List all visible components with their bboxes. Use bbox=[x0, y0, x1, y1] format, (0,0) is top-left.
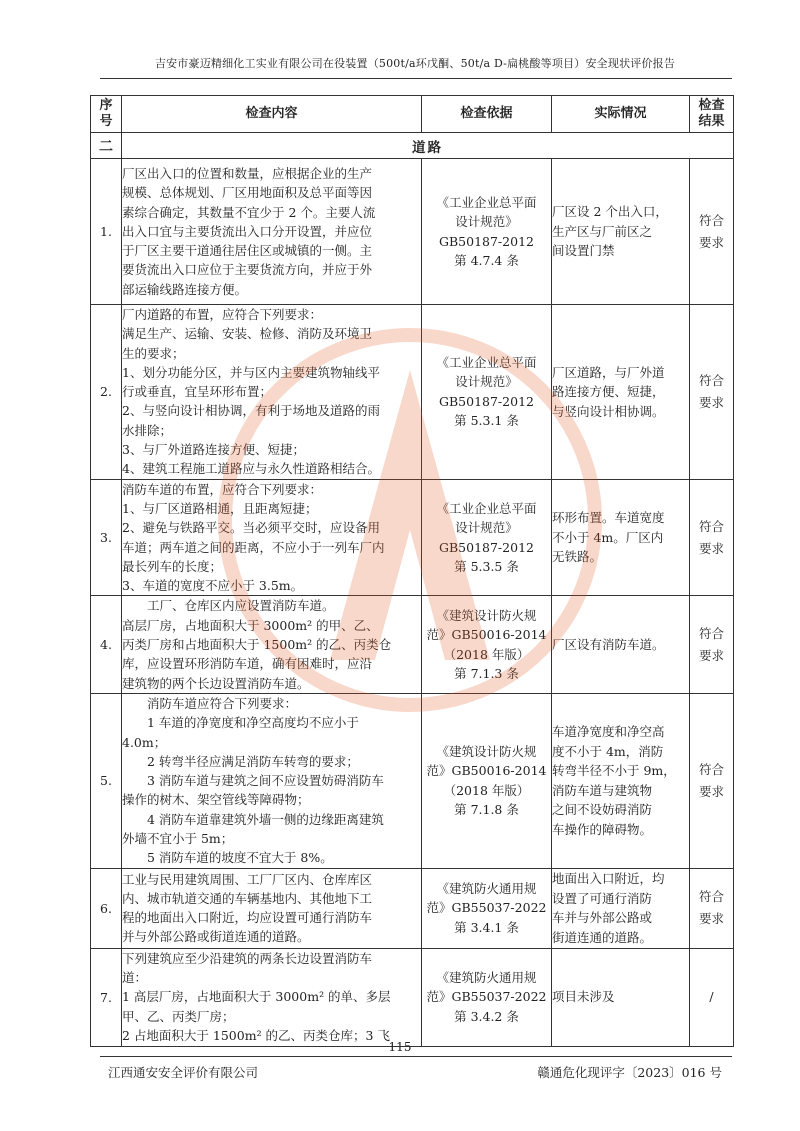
row-actual-line: 厂区设 2 个出入口， bbox=[552, 204, 668, 220]
row-number: 5. bbox=[91, 693, 122, 868]
row-actual-line: 设置了可通行消防 bbox=[552, 890, 653, 906]
row-content-line: 3、车道的宽度不应小于 3.5m。 bbox=[122, 578, 304, 594]
row-result-line: 符合 bbox=[698, 761, 724, 777]
table-row bbox=[91, 479, 734, 596]
row-basis-line: GB50187-2012 bbox=[439, 539, 534, 555]
row-content-line: 工厂、仓库区内应设置消防车道。 bbox=[122, 598, 335, 614]
row-basis bbox=[422, 479, 552, 596]
table-header-row bbox=[91, 96, 734, 133]
row-content-line: 内、城市轨道交通的车辆基地内、其他地下工 bbox=[122, 890, 373, 906]
header-basis: 检查依据 bbox=[422, 96, 552, 133]
row-content-line: 车道；两车道之间的距离，不应小于一列车厂内 bbox=[122, 539, 385, 555]
row-content bbox=[122, 596, 422, 693]
row-basis-line: 第 3.4.1 条 bbox=[454, 919, 519, 935]
row-content bbox=[122, 868, 422, 948]
row-content-line: 程的地面出入口附近，均应设置可通行消防车 bbox=[122, 910, 373, 926]
table-row bbox=[91, 693, 734, 868]
row-content-line: 操作的树木、架空管线等障碍物； bbox=[122, 792, 310, 808]
row-content-line: 厂内道路的布置，应符合下列要求： bbox=[122, 307, 323, 322]
row-content-line: 消防车道应符合下列要求： bbox=[122, 695, 298, 711]
row-content-line: 最长列车的长度； bbox=[122, 558, 223, 574]
row-content-line: 甲、乙、丙类厂房； bbox=[122, 1008, 235, 1024]
row-result-line: 符合 bbox=[698, 889, 724, 905]
row-basis-line: 设计规范》 bbox=[455, 374, 518, 390]
row-content-line: 1 高层厂房，占地面积大于 3000m² 的单、多层 bbox=[122, 989, 391, 1005]
row-actual-line: 车操作的障碍物。 bbox=[552, 821, 653, 837]
row-actual-line: 消防车道与建筑物 bbox=[552, 782, 653, 798]
row-content-line: 消防车道的布置，应符合下列要求： bbox=[122, 481, 323, 497]
row-result bbox=[690, 596, 734, 693]
row-actual-line: 项目未涉及 bbox=[552, 989, 615, 1005]
row-result-line: 要求 bbox=[698, 234, 724, 250]
row-content-line: 1 车道的净宽度和净空高度均不应小于 bbox=[122, 715, 359, 731]
row-basis-line: GB50187-2012 bbox=[439, 393, 534, 409]
row-number: 2. bbox=[91, 305, 122, 480]
row-content-line: 厂区出入口的位置和数量，应根据企业的生产 bbox=[122, 165, 373, 181]
row-content-line: 出入口宜与主要货流出入口分开设置，并应位 bbox=[122, 223, 373, 239]
row-content-line: 2、与竖向设计相协调，有利于场地及道路的雨 bbox=[122, 403, 380, 419]
row-content-line: 行或垂直，宜呈环形布置； bbox=[122, 384, 273, 400]
inspection-table bbox=[90, 95, 734, 1047]
row-actual bbox=[552, 479, 690, 596]
row-basis-line: 《工业企业总平面 bbox=[436, 194, 537, 210]
row-content-line: 素综合确定，其数量不宜少于 2 个。主要人流 bbox=[122, 204, 376, 220]
section-number: 二 bbox=[91, 133, 122, 159]
row-actual-line: 不小于 4m。厂区内 bbox=[552, 529, 664, 545]
row-result-line: 要求 bbox=[698, 647, 724, 663]
row-actual-line: 度不小于 4m，消防 bbox=[552, 743, 664, 759]
row-actual-line: 环形布置。车道宽度 bbox=[552, 510, 665, 526]
row-basis-line: 《建筑防火通用规 bbox=[436, 969, 537, 985]
row-basis-line: 范》GB50016-2014 bbox=[426, 763, 547, 779]
row-content-line: 4.0m； bbox=[122, 734, 167, 750]
row-content-line: 建筑物的两个长边设置消防车道。 bbox=[122, 675, 310, 691]
row-basis-line: 《建筑防火通用规 bbox=[436, 880, 537, 896]
row-result bbox=[690, 479, 734, 596]
row-content-line: 满足生产、运输、安装、检修、消防及环境卫 bbox=[122, 326, 373, 342]
row-basis-line: 范》GB55037-2022 bbox=[426, 900, 547, 916]
header-no: 序 号 bbox=[91, 96, 122, 133]
page-number: 115 bbox=[388, 1040, 412, 1054]
row-basis-line: 第 5.3.1 条 bbox=[454, 413, 519, 429]
row-content bbox=[122, 693, 422, 868]
row-basis-line: 第 3.4.2 条 bbox=[454, 1008, 519, 1024]
row-number: 4. bbox=[91, 596, 122, 693]
header-divider bbox=[100, 78, 732, 79]
row-content-line: 并与外部公路或街道连通的道路。 bbox=[122, 929, 310, 945]
row-actual-line: 之间不设妨碍消防 bbox=[552, 802, 653, 818]
row-actual bbox=[552, 868, 690, 948]
row-basis-line: GB50187-2012 bbox=[439, 233, 534, 249]
row-content-line: 3、与厂外道路连接方便、短捷； bbox=[122, 442, 305, 458]
row-result bbox=[690, 693, 734, 868]
row-number: 1. bbox=[91, 159, 122, 305]
row-content-line: 要货流出入口应位于主要货流方向，并应于外 bbox=[122, 262, 373, 278]
row-content-line: 于厂区主要干道通往居住区或城镇的一侧。主 bbox=[122, 243, 373, 259]
row-basis bbox=[422, 948, 552, 1046]
row-number: 7. bbox=[91, 948, 122, 1046]
row-content-line: 3 消防车道与建筑之间不应设置妨碍消防车 bbox=[122, 773, 384, 789]
row-actual-line: 厂区道路，与厂外道 bbox=[552, 364, 665, 380]
row-actual-line: 无铁路。 bbox=[552, 549, 603, 565]
row-actual-line: 厂区设有消防车道。 bbox=[552, 636, 665, 652]
footer-divider bbox=[100, 1056, 732, 1057]
row-basis-line: 《建筑设计防火规 bbox=[436, 743, 537, 759]
row-actual-line: 车道净宽度和净空高 bbox=[552, 724, 665, 740]
row-actual-line: 路连接方便、短捷， bbox=[552, 384, 665, 400]
row-actual bbox=[552, 693, 690, 868]
row-content-line: 2 转弯半径应满足消防车转弯的要求； bbox=[122, 753, 359, 769]
row-content-line: 高层厂房，占地面积大于 3000m² 的甲、乙、 bbox=[122, 617, 379, 633]
row-basis-line: 设计规范》 bbox=[455, 520, 518, 536]
table-row bbox=[91, 159, 734, 305]
row-content-line: 下列建筑应至少沿建筑的两条长边设置消防车 bbox=[122, 950, 373, 966]
row-content-line: 2、避免与铁路平交。当必须平交时，应设备用 bbox=[122, 520, 380, 536]
row-actual-line: 间设置门禁 bbox=[552, 243, 615, 259]
row-content bbox=[122, 479, 422, 596]
row-content-line: 部运输线路连接方便。 bbox=[122, 281, 248, 297]
section-title: 道路 bbox=[122, 133, 734, 159]
row-actual bbox=[552, 948, 690, 1046]
row-content-line: 1、与厂区道路相通，且距离短捷； bbox=[122, 500, 318, 516]
row-result-line: 要求 bbox=[698, 911, 724, 927]
row-result-line: 符合 bbox=[698, 625, 724, 641]
row-basis-line: 范》GB50016-2014 bbox=[426, 627, 547, 643]
row-basis bbox=[422, 693, 552, 868]
row-content-line: 丙类厂房和占地面积大于 1500m² 的乙、丙类仓 bbox=[122, 637, 392, 653]
row-actual-line: 地面出入口附近，均 bbox=[552, 871, 665, 887]
row-basis-line: 第 7.1.8 条 bbox=[454, 802, 519, 818]
row-content-line: 工业与民用建筑周围、工厂厂区内、仓库库区 bbox=[122, 871, 373, 887]
row-actual-line: 生产区与厂前区之 bbox=[552, 223, 653, 239]
row-content bbox=[122, 159, 422, 305]
footer-company: 江西通安安全评价有限公司 bbox=[108, 1065, 259, 1080]
row-actual bbox=[552, 596, 690, 693]
header-result: 检查 结果 bbox=[690, 96, 734, 133]
row-number: 3. bbox=[91, 479, 122, 596]
row-basis-line: 第 4.7.4 条 bbox=[454, 253, 519, 268]
row-content-line: 规模、总体规划、厂区用地面积及总平面等因 bbox=[122, 185, 373, 201]
row-result-line: 符合 bbox=[698, 372, 724, 388]
row-basis-line: 第 5.3.5 条 bbox=[454, 559, 519, 575]
row-basis bbox=[422, 596, 552, 693]
row-content-line: 生的要求； bbox=[122, 345, 185, 361]
header-content: 检查内容 bbox=[122, 96, 422, 133]
row-basis-line: 范》GB55037-2022 bbox=[426, 989, 547, 1005]
row-basis-line: 第 7.1.3 条 bbox=[454, 666, 519, 682]
row-actual bbox=[552, 159, 690, 305]
row-basis-line: 《建筑设计防火规 bbox=[436, 607, 537, 623]
row-basis-line: （2018 年版） bbox=[443, 782, 530, 798]
row-result-line: 符合 bbox=[698, 518, 724, 534]
row-content-line: 库，应设置环形消防车道，确有困难时，应沿 bbox=[122, 656, 373, 672]
section-row bbox=[91, 133, 734, 159]
row-actual-line: 与竖向设计相协调。 bbox=[552, 403, 665, 419]
row-result bbox=[690, 948, 734, 1046]
row-actual-line: 街道连通的道路。 bbox=[552, 929, 653, 945]
header-actual: 实际情况 bbox=[552, 96, 690, 133]
row-basis-line: 《工业企业总平面 bbox=[436, 354, 537, 370]
footer-doc-number: 赣通危化现评字〔2023〕016 号 bbox=[537, 1065, 722, 1080]
row-actual-line: 转弯半径不小于 9m， bbox=[552, 763, 676, 779]
row-result bbox=[690, 868, 734, 948]
row-result bbox=[690, 159, 734, 305]
row-result bbox=[690, 305, 734, 480]
row-result-line: 要求 bbox=[698, 783, 724, 799]
row-content bbox=[122, 948, 422, 1046]
row-basis-line: （2018 年版） bbox=[443, 646, 530, 662]
table-row bbox=[91, 596, 734, 693]
row-result-line: 符合 bbox=[698, 212, 724, 228]
row-content-line: 道： bbox=[122, 970, 148, 986]
row-result-line: 要求 bbox=[698, 394, 724, 410]
row-content-line: 水排除； bbox=[122, 422, 173, 438]
row-content-line: 1、划分功能分区，并与区内主要建筑物轴线平 bbox=[122, 364, 380, 380]
row-basis-line: 设计规范》 bbox=[455, 214, 518, 229]
row-number: 6. bbox=[91, 868, 122, 948]
row-content-line: 4、建筑工程施工道路应与永久性道路相结合。 bbox=[122, 461, 380, 477]
row-content-line: 外墙不宜小于 5m； bbox=[122, 831, 234, 847]
row-content bbox=[122, 305, 422, 480]
table-row bbox=[91, 868, 734, 948]
row-content-line: 5 消防车道的坡度不宜大于 8%。 bbox=[122, 850, 333, 866]
row-basis bbox=[422, 305, 552, 480]
report-header-title: 吉安市豪迈精细化工实业有限公司在役装置（500t/a环戊酮、50t/a D-扁桃酸等项目）安全现状评价报告 bbox=[154, 57, 676, 70]
row-basis bbox=[422, 868, 552, 948]
row-result-line: 要求 bbox=[698, 540, 724, 556]
row-basis bbox=[422, 159, 552, 305]
row-result-line: / bbox=[709, 989, 714, 1005]
table-row bbox=[91, 948, 734, 1046]
row-actual-line: 车并与外部公路或 bbox=[552, 910, 653, 926]
row-content-line: 2 占地面积大于 1500m² 的乙、丙类仓库；3 飞 bbox=[122, 1028, 390, 1044]
row-basis-line: 《工业企业总平面 bbox=[436, 500, 537, 516]
row-actual bbox=[552, 305, 690, 480]
row-content-line: 4 消防车道靠建筑外墙一侧的边缘距离建筑 bbox=[122, 811, 384, 827]
table-row bbox=[91, 305, 734, 480]
